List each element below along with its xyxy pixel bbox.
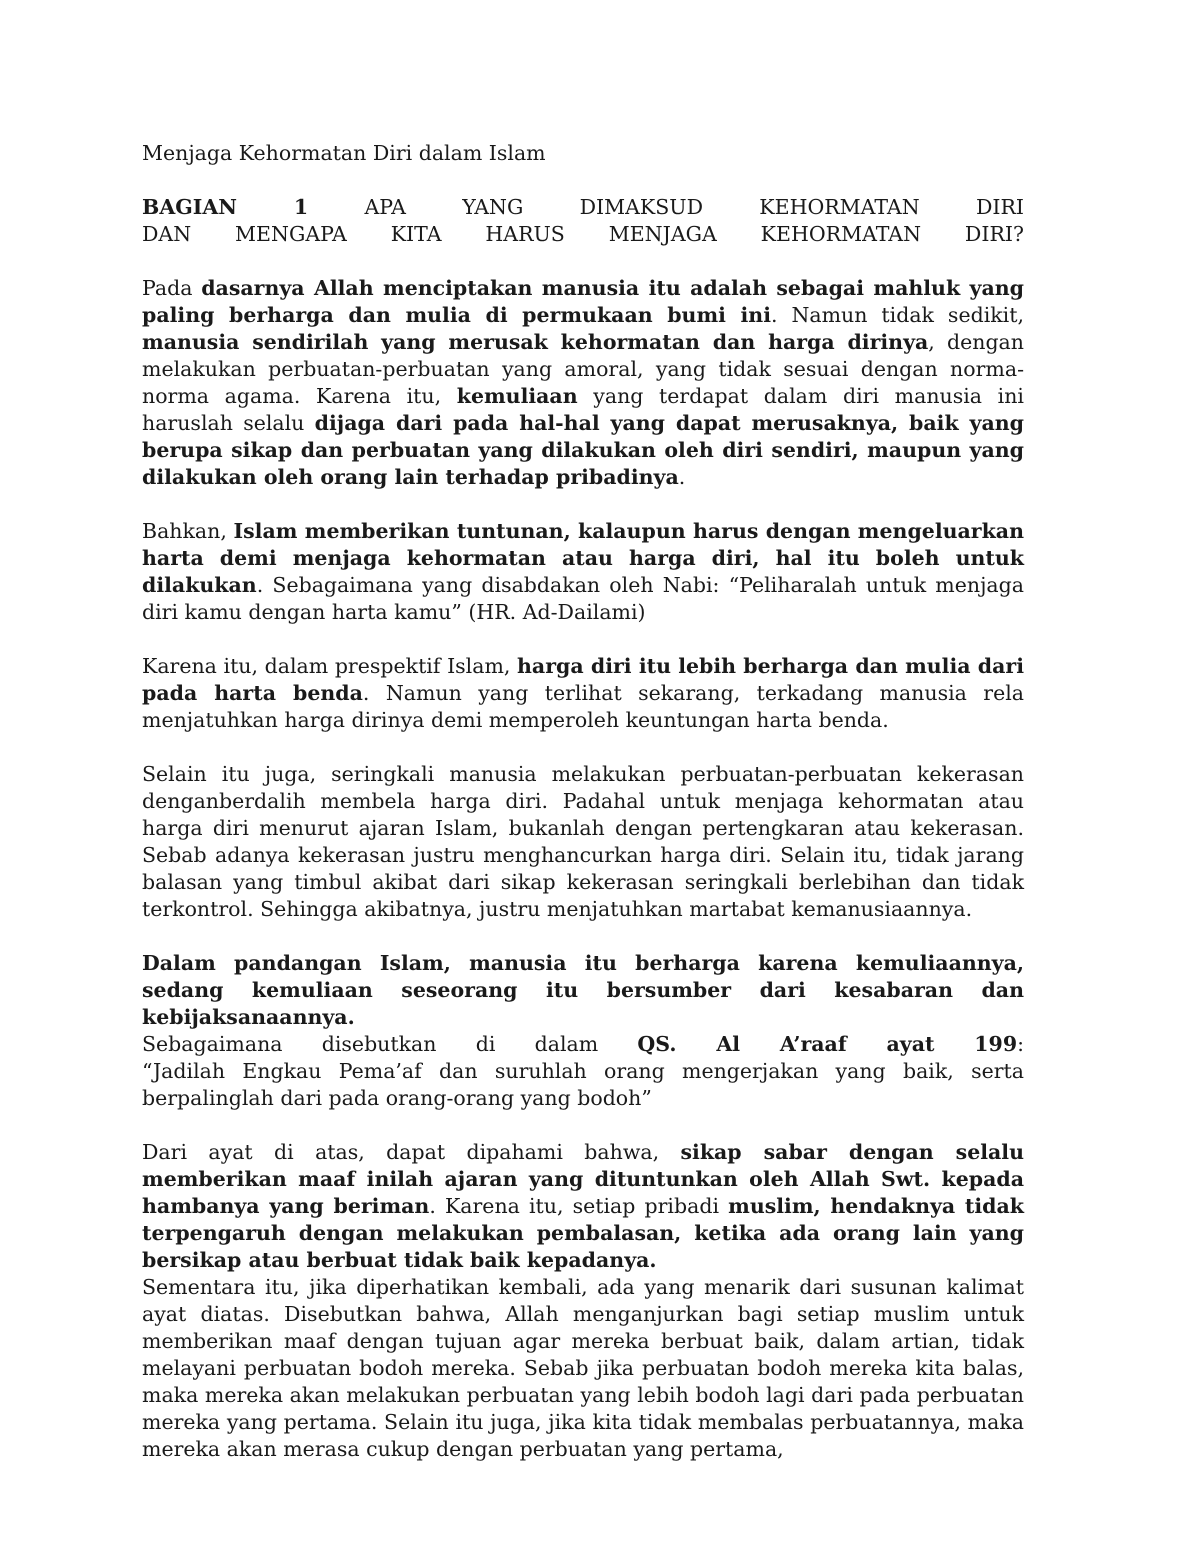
section-heading-line-2: DAN MENGAPA KITA HARUS MENJAGA KEHORMATAN DIRI? [142, 222, 1024, 246]
document-title: Menjaga Kehormatan Diri dalam Islam [142, 141, 546, 165]
paragraph-1 [142, 275, 1024, 491]
bold-text-run: dijaga dari pada hal-hal yang dapat merusaknya, baik yang berupa sikap dan perbuatan yang dilakukan oleh diri sendiri, maupun yang dilakukan oleh orang lain terhadap pribadinya [142, 411, 1024, 489]
paragraph-5 [142, 950, 1024, 1112]
section-number: BAGIAN 1 [142, 195, 309, 219]
section-heading-text-1: APA YANG DIMAKSUD KEHORMATAN DIRI [364, 195, 1025, 219]
section-heading [142, 194, 1024, 248]
text-run: , dengan melakukan perbuatan-perbuatan yang amoral, yang tidak sesuai dengan norma-norma agama. Karena itu, [142, 330, 1024, 408]
text-run: . [678, 465, 686, 489]
bold-text-run: dasarnya Allah menciptakan manusia itu adalah sebagai mahluk yang paling berharga dan mulia di permukaan bumi ini [142, 276, 1024, 327]
bold-text-run: kemuliaan [456, 384, 578, 408]
text-run: Karena itu, dalam prespektif Islam, [142, 654, 518, 678]
paragraph-6 [142, 1139, 1024, 1274]
bold-text-run: Islam memberikan tuntunan, kalaupun harus dengan mengeluarkan harta demi menjaga kehormatan atau harga diri, hal itu boleh untuk dilakukan [142, 519, 1024, 597]
reference-verse: QS. Al A’raaf ayat 199 [637, 1032, 1018, 1056]
text-run: Dari ayat di atas, dapat dipahami bahwa, [142, 1140, 681, 1164]
section-heading-line-1 [142, 194, 1024, 221]
bold-text-run: harga diri itu lebih berharga dan mulia dari pada harta benda [142, 654, 1024, 705]
paragraph-3 [142, 653, 1024, 734]
reference-prefix: Sebagaimana disebutkan di dalam [142, 1032, 638, 1056]
text-run: . Namun yang terlihat sekarang, terkadang manusia rela menjatuhkan harga dirinya demi memperoleh keuntungan harta benda. [142, 681, 1024, 732]
text-run: . Karena itu, setiap pribadi [429, 1194, 729, 1218]
paragraph-4: Selain itu juga, seringkali manusia melakukan perbuatan-perbuatan kekerasan denganberdalih membela harga diri. Padahal untuk menjaga kehormatan atau harga diri menurut ajaran Islam, bukanlah dengan pertengkaran atau kekerasan. Sebab adanya kekerasan justru menghancurkan harga diri. Selain itu, tidak jarang balasan yang timbul akibat dari sikap kekerasan seringkali berlebihan dan tidak terkontrol. Sehingga akibatnya, justru menjatuhkan martabat kemanusiaannya. [142, 762, 1024, 921]
text-run: . Sebagaimana yang disabdakan oleh Nabi: “Peliharalah untuk menjaga diri kamu dengan harta kamu” (HR. Ad-Dailami) [142, 573, 1024, 624]
reference-suffix: : [1017, 1032, 1025, 1056]
verse-quote: “Jadilah Engkau Pema’af dan suruhlah orang mengerjakan yang baik, serta berpalinglah dari pada orang-orang yang bodoh” [142, 1059, 1024, 1110]
text-run: Pada [142, 276, 202, 300]
paragraph-2 [142, 518, 1024, 626]
text-run: Bahkan, [142, 519, 234, 543]
text-run: yang terdapat dalam diri manusia ini haruslah selalu [142, 384, 1024, 435]
document-page [142, 140, 1024, 1463]
text-run: . Namun tidak sedikit, [770, 303, 1024, 327]
paragraph-5-bold: Dalam pandangan Islam, manusia itu berharga karena kemuliaannya, sedang kemuliaan seseorang itu bersumber dari kesabaran dan kebijaksanaannya. [142, 951, 1024, 1029]
quran-reference [142, 1031, 1024, 1058]
bold-text-run: sikap sabar dengan selalu memberikan maaf inilah ajaran yang dituntunkan oleh Allah Swt. kepada hambanya yang beriman [142, 1140, 1025, 1218]
paragraph-7: Sementara itu, jika diperhatikan kembali, ada yang menarik dari susunan kalimat ayat diatas. Disebutkan bahwa, Allah menganjurkan bagi setiap muslim untuk memberikan maaf dengan tujuan agar mereka berbuat baik, dalam artian, tidak melayani perbuatan bodoh mereka. Sebab jika perbuatan bodoh mereka kita balas, maka mereka akan melakukan perbuatan yang lebih bodoh lagi dari pada perbuatan mereka yang pertama. Selain itu juga, jika kita tidak membalas perbuatannya, maka mereka akan merasa cukup dengan perbuatan yang pertama, [142, 1275, 1024, 1461]
bold-text-run: manusia sendirilah yang merusak kehormatan dan harga dirinya [142, 330, 929, 354]
bold-text-run: muslim, hendaknya tidak terpengaruh dengan melakukan pembalasan, ketika ada orang lain yang bersikap atau berbuat tidak baik kepadanya. [142, 1194, 1024, 1272]
